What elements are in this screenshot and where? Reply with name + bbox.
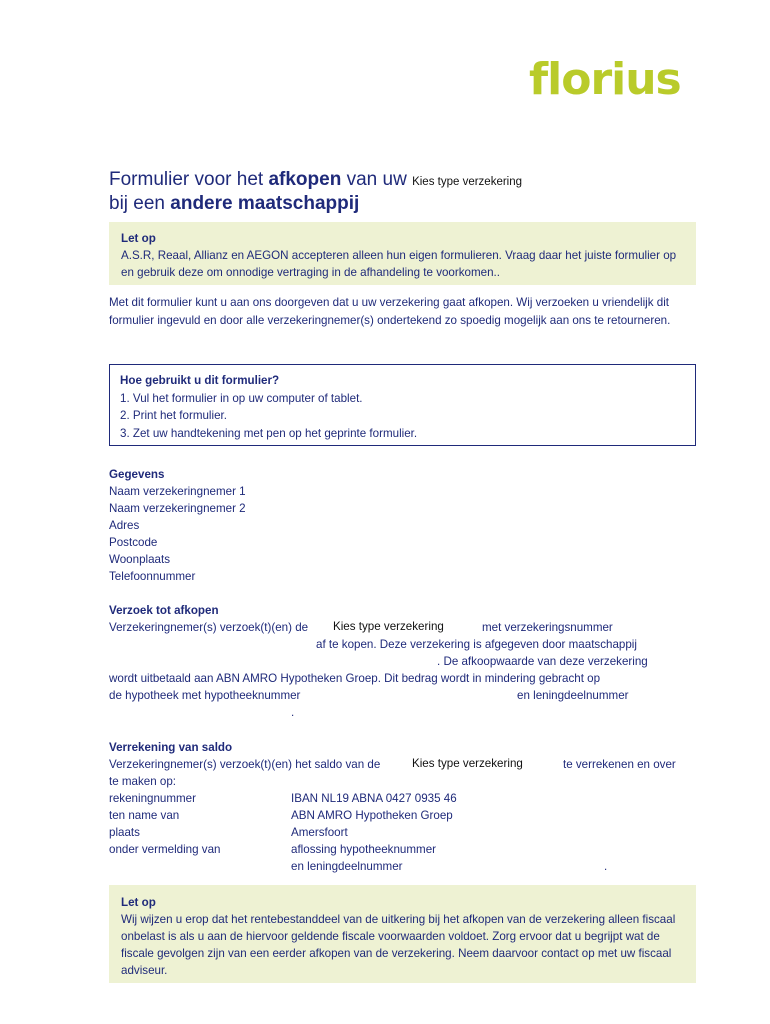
row-label-plaats: plaats [109,826,140,839]
verzoek-line1-post: met verzekeringsnummer [482,621,613,634]
note-heading: Let op [121,232,156,245]
verzoek-line5-pre: de hypotheek met hypotheeknummer [109,689,301,702]
verrekening-line1-pre: Verzekeringnemer(s) verzoek(t)(en) het saldo van de [109,758,381,771]
title-line2-bold: andere maatschappij [170,193,360,214]
howto-box [109,364,696,446]
verrekening-line1-post: te verrekenen en over [563,758,676,771]
verzoek-line4: wordt uitbetaald aan ABN AMRO Hypotheken Groep. Dit bedrag wordt in mindering gebracht op [109,672,601,685]
row-label-rekeningnummer: rekeningnummer [109,792,196,805]
note-let-op-1 [109,222,696,285]
howto-step: 3. Zet uw handtekening met pen op het geprinte formulier. [120,426,418,440]
verzoek-line1-pre: Verzekeringnemer(s) verzoek(t)(en) de [109,621,309,634]
note-let-op-2 [109,885,696,983]
verzoek-insurance-type-select[interactable]: Kies type verzekering [333,618,473,635]
verzoek-line3: . De afkoopwaarde van deze verzekering [437,655,648,668]
field-label-adres: Adres [109,519,140,532]
note-text: A.S.R, Reaal, Allianz en AEGON accepteren alleen hun eigen formulieren. Vraag daar het juiste formulier op en gebruik deze om onnodige vertraging in de afhandeling te voorkomen.. [121,249,677,279]
field-label-naam1: Naam verzekeringnemer 1 [109,485,246,498]
row-label-vermelding: onder vermelding van [109,843,221,856]
florius-logo: florius [529,54,681,105]
verrekening-line2: te maken op: [109,775,177,788]
title-line2-pre: bij een [109,193,171,214]
row-value-rekeningnummer: IBAN NL19 ABNA 0427 0935 46 [291,792,457,805]
title-line1-pre: Formulier voor het [109,169,269,190]
howto-step: 1. Vul het formulier in op uw computer of tablet. [120,391,363,405]
field-label-woonplaats: Woonplaats [109,553,171,566]
row-value-ten-name-van: ABN AMRO Hypotheken Groep [291,809,453,822]
gegevens-heading: Gegevens [109,468,165,481]
gegevens-section [109,466,246,585]
verrekening-heading: Verrekening van saldo [109,741,233,754]
title-line1-post: van uw [341,169,407,190]
note2-text: Wij wijzen u erop dat het rentebestanddeel van de uitkering bij het afkopen van de verzekering alleen fiscaal onbelast is als u aan de hiervoor geldende fiscale voorwaarden voldoet. Zorg ervoor dat u begrijpt wat de fiscale gevolgen zijn van een eerder afkopen van de verzekering. Neem daarvoor contact op met uw fiscaal adviseur. [121,913,676,977]
field-label-naam2: Naam verzekeringnemer 2 [109,502,246,515]
page-title [109,169,709,215]
row-label-ten-name-van: ten name van [109,809,180,822]
howto-heading: Hoe gebruikt u dit formulier? [120,374,280,387]
verzoek-line6: . [291,706,295,719]
field-label-telefoon: Telefoonnummer [109,570,196,583]
intro-paragraph: Met dit formulier kunt u aan ons doorgeven dat u uw verzekering gaat afkopen. Wij verzoeken u vriendelijk dit formulier ingevuld en door alle verzekeringnemer(s) ondertekend zo spoedig mogelijk aan ons te retourneren. [109,296,671,327]
verzoek-line2: af te kopen. Deze verzekering is afgegeven door maatschappij [316,638,637,651]
verzoek-heading: Verzoek tot afkopen [109,604,219,617]
howto-step: 2. Print het formulier. [120,409,227,422]
row-value-leningdeelnummer: en leningdeelnummer [291,860,403,873]
field-label-postcode: Postcode [109,536,158,549]
verrekening-end-dot: . [604,860,608,873]
verrekening-insurance-type-select[interactable]: Kies type verzekering [412,755,554,772]
row-value-plaats: Amersfoort [291,826,348,839]
title-line1-bold: afkopen [268,169,342,190]
insurance-type-select[interactable]: Kies type verzekering [412,176,523,188]
verzoek-line5-post: en leningdeelnummer [517,689,629,702]
note2-heading: Let op [121,896,156,909]
row-value-vermelding: aflossing hypotheeknummer [291,843,437,856]
